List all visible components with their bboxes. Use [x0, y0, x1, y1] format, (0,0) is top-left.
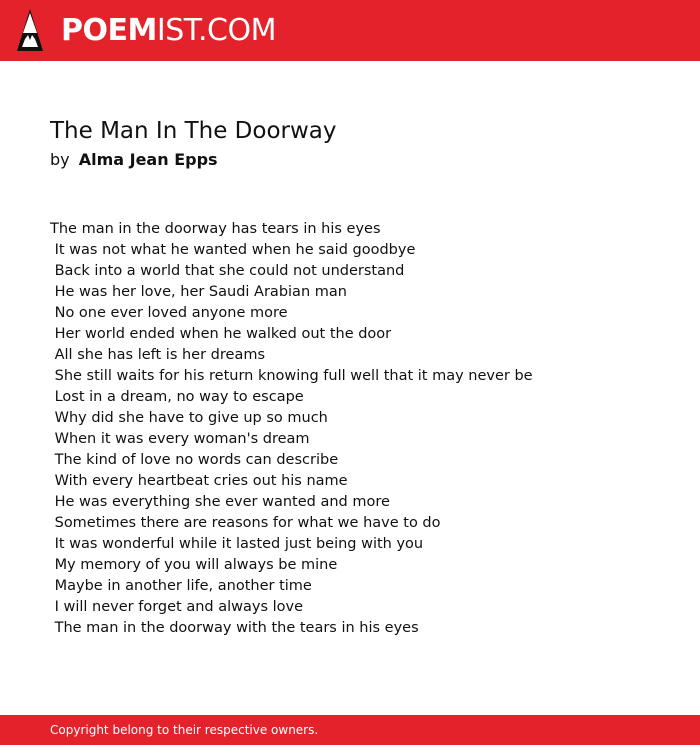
by-label: by — [50, 150, 70, 169]
poem-line: She still waits for his return knowing full well that it may never be — [50, 368, 533, 384]
poem-line: Her world ended when he walked out the door — [50, 326, 392, 342]
poem-line: Why did she have to give up so much — [50, 410, 328, 426]
poem-line: No one ever loved anyone more — [50, 305, 288, 321]
site-logo-link[interactable] — [61, 12, 276, 48]
poem-line: The kind of love no words can describe — [50, 452, 339, 468]
author-link[interactable]: Alma Jean Epps — [78, 150, 218, 169]
poem-line: It was not what he wanted when he said goodbye — [50, 242, 416, 258]
site-footer — [0, 715, 700, 745]
byline — [50, 151, 670, 169]
poem-line: He was her love, her Saudi Arabian man — [50, 284, 347, 300]
poem-body — [50, 219, 670, 639]
poem-line: Lost in a dream, no way to escape — [50, 389, 304, 405]
poem-header — [50, 112, 670, 169]
poem-line: It was wonderful while it lasted just being with you — [50, 536, 424, 552]
poem-line: The man in the doorway with the tears in his eyes — [50, 620, 419, 636]
poem-line: All she has left is her dreams — [50, 347, 266, 363]
poem-line: Maybe in another life, another time — [50, 578, 312, 594]
pencil-icon[interactable] — [17, 9, 43, 51]
poem-line: The man in the doorway has tears in his eyes — [50, 221, 381, 237]
brand-bold: POEM — [61, 12, 157, 48]
poem-line: He was everything she ever wanted and more — [50, 494, 390, 510]
poem-line: Back into a world that she could not understand — [50, 263, 405, 279]
poem-line: I will never forget and always love — [50, 599, 304, 615]
brand-light: IST.COM — [156, 12, 276, 48]
poem-line: With every heartbeat cries out his name — [50, 473, 348, 489]
copyright-text: Copyright belong to their respective owners. — [50, 723, 319, 737]
poem-line: When it was every woman's dream — [50, 431, 310, 447]
site-header — [0, 0, 700, 61]
poem-line: Sometimes there are reasons for what we have to do — [50, 515, 441, 531]
page-title: The Man In The Doorway — [50, 118, 337, 144]
poem-line: My memory of you will always be mine — [50, 557, 338, 573]
